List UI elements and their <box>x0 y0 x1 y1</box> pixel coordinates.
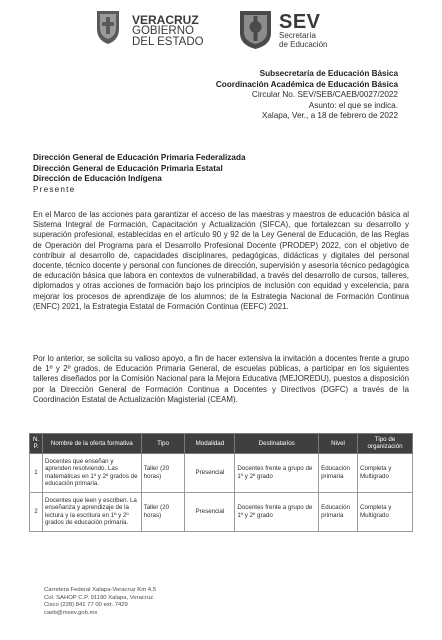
footer-email: caeb@msev.gob.mx <box>44 609 98 616</box>
date-line: Xalapa, Ver., a 18 de febrero de 2022 <box>261 111 398 120</box>
col-header-recipients: Destinatarios <box>235 434 319 454</box>
body-paragraph-2: Por lo anterior, se solicita su valioso apoyo, a fin de hacer extensiva la invitación a docentes frente a grupo de 1º y 2º grados, de Educación Primaria General, de escuelas públicas, a participar en los siguientes talleres diseñados por la Comisión Nacional para la Mejora Educativa (MEJOREDU), puestos a disposición por la Dirección General de Formación Continua a Docentes y Directivos (DGFC) a través de la Coordinación Estatal de Actualización Magisterial (CEAM). <box>33 354 409 404</box>
body-paragraph-1: En el Marco de las acciones para garantizar el acceso de las maestras y maestros de educación básica al Sistema Integral de Formación, Capacitación y Actualización (SIFCA), que fortalezcan su desarrollo y superación profesional, establecidas en el artículo 90 y 92 de la Ley General de Educación, de las Reglas de Operación del Programa para el Desarrollo Profesional Docente (PRODEP) 2022, con el objetivo de contribuir al desarrollo de, capacidades disciplinares, pedagógicas, didácticas y digitales del personal docente, técnico docente y personal con funciones de dirección, supervisión y asesoría técnico pedagógica de educación básica que labora en contextos de vulnerabilidad, a través del desarrollo de cursos, talleres, diplomados y otras acciones de formación bajo los principios de inclusión con equidad y excelencia, para mejorar los procesos de aprendizaje de los alumnos; de la Estrategia Nacional de Formación Continua (ENFC) 2021, la Estrategia Estatal de Formación Continua (EEFC) 2021. <box>33 210 409 311</box>
cell-level: Educación primaria <box>319 492 358 531</box>
cell-organization: Completa y Multigrado <box>358 453 413 492</box>
coordinacion-line: Coordinación Académica de Educación Básica <box>215 79 398 89</box>
cell-type: Taller (20 horas) <box>141 492 185 531</box>
table-row <box>30 453 413 492</box>
recipient-2: Dirección General de Educación Primaria Estatal <box>33 163 223 173</box>
cell-modality: Presencial <box>185 453 235 492</box>
recipient-3: Dirección de Educación Indígena <box>33 174 162 184</box>
footer-address-2: Col. SAHOP C.P. 91190 Xalapa, Veracruz. <box>44 594 155 601</box>
cell-organization: Completa y Multigrado <box>358 492 413 531</box>
col-header-level: Nivel <box>319 434 358 454</box>
footer-phone: Cisco (228) 841 77 00 ext. 7429 <box>44 602 128 609</box>
state-name: VERACRUZ <box>132 13 199 27</box>
col-header-type: Tipo <box>141 434 185 454</box>
cell-level: Educación primaria <box>319 453 358 492</box>
recipient-1: Dirección General de Educación Primaria Federalizada <box>33 153 246 162</box>
state-seal-icon <box>238 7 273 50</box>
col-header-np: N. P. <box>30 434 43 454</box>
sev-abbreviation: SEV <box>279 11 321 33</box>
footer-address-1: Carretera Federal Xalapa-Veracruz Km 4.5 <box>44 587 156 593</box>
cell-np: 1 <box>30 453 43 492</box>
veracruz-shield-icon <box>95 9 121 45</box>
reference-block <box>216 69 398 122</box>
footer-contact <box>44 587 156 617</box>
presente-label: Presente <box>33 184 76 194</box>
col-header-modality: Modalidad <box>185 434 235 454</box>
col-header-name: Nombre de la oferta formativa <box>42 434 141 454</box>
subsecretaria-line: Subsecretaría de Educación Básica <box>259 69 398 78</box>
recipients-block <box>33 153 246 195</box>
sev-line-2: de Educación <box>279 40 328 49</box>
cell-name: Docentes que enseñan y aprenden resolviendo. Las matemáticas en 1º y 2º grados de educación primaria. <box>42 453 141 492</box>
cell-name: Docentes que leen y escriben. La enseñanza y aprendizaje de la lectura y la escritura en 1º y 2º grados de educación primaria. <box>42 492 141 531</box>
cell-recipients: Docentes frente a grupo de 1º y 2º grado <box>235 453 319 492</box>
cell-modality: Presencial <box>185 492 235 531</box>
cell-np: 2 <box>30 492 43 531</box>
circular-number: Circular No. SEV/SEB/CAEB/0027/2022 <box>251 90 398 99</box>
gov-line-1: GOBIERNO <box>132 25 194 37</box>
sev-line-1: Secretaría <box>279 31 316 40</box>
workshops-table <box>29 433 413 532</box>
cell-recipients: Docentes frente a grupo de 1º y 2º grado <box>235 492 319 531</box>
col-header-organization: Tipo de organización <box>358 434 413 454</box>
cell-type: Taller (20 horas) <box>141 453 185 492</box>
table-row <box>30 492 413 531</box>
veracruz-government-logo <box>95 6 215 58</box>
sev-logo <box>238 5 353 57</box>
gov-line-2: DEL ESTADO <box>132 36 204 48</box>
subject-line: Asunto: el que se indica. <box>308 100 398 110</box>
table-header-row <box>30 434 413 454</box>
